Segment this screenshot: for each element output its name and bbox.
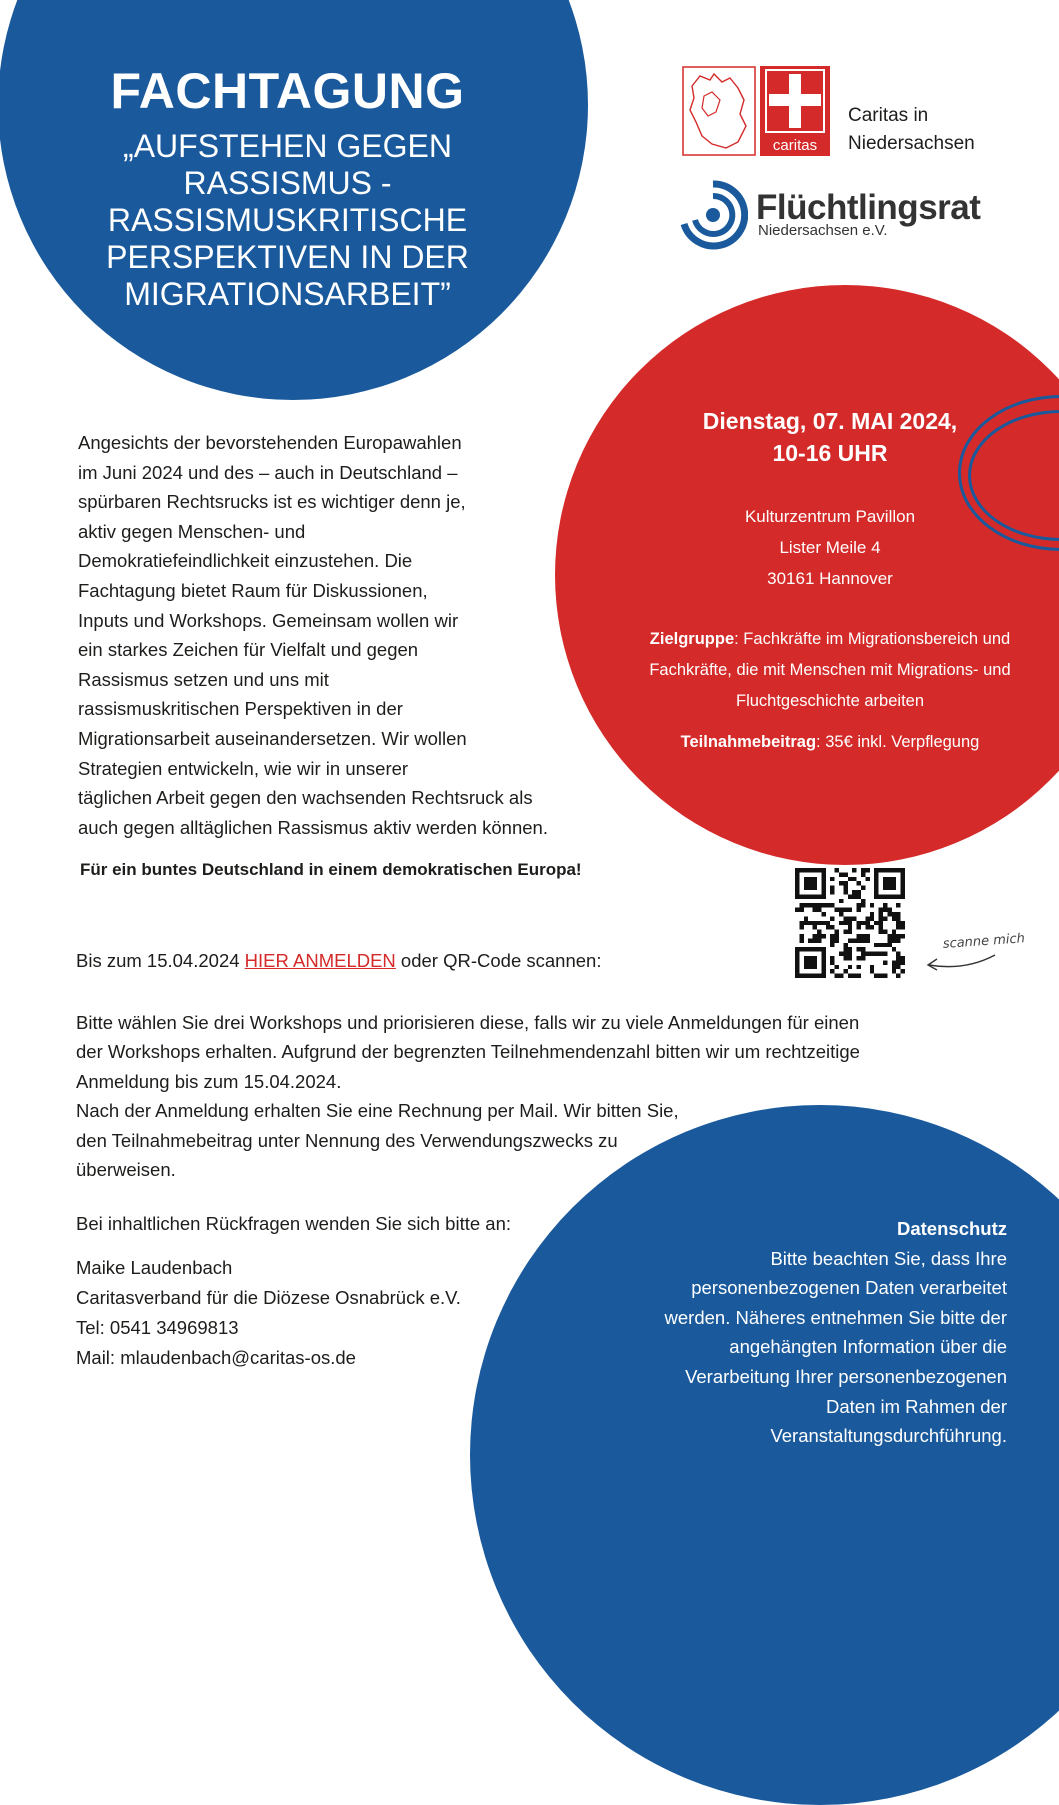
register-suffix: oder QR-Code scannen: (395, 950, 602, 971)
caritas-map-icon (682, 66, 756, 156)
register-prefix: Bis zum 15.04.2024 (76, 950, 245, 971)
contact-intro: Bei inhaltlichen Rückfragen wenden Sie sich bitte an: (76, 1213, 512, 1234)
fee-label: Teilnahmebeitrag (680, 733, 817, 751)
registration-line (76, 950, 601, 972)
fee-text: : 35€ inkl. Verpflegung (816, 733, 980, 751)
event-fee (630, 727, 1030, 758)
title-block (70, 62, 505, 313)
workshops-text: Bitte wählen Sie drei Workshops und priorisieren diese, falls wir zu viele Anmeldungen für einen der Workshops erhalten. Aufgrund der begrenzten Teilnehmendenzahl bitten wir um rechtzeitige Anmeldung bis zum 15.04.2024. Nach der Anmeldung erhalten Sie eine Rechnung per Mail. Wir bitten Sie, den Teilnahmebeitrag unter Nennung des Verwendungszwecks zu überweisen. (76, 1012, 860, 1181)
caritas-org-name: Caritas in Niedersachsen (848, 105, 975, 154)
event-venue: Kulturzentrum Pavillon Lister Meile 4 30161 Hannover (744, 507, 916, 588)
arrow-icon (928, 955, 995, 970)
scan-note-text: scanne mich (942, 931, 1026, 952)
decor-blue-circle-bottom (470, 1105, 1059, 1805)
caritas-wordmark: caritas (772, 137, 818, 154)
target-text: : Fachkräfte im Migrationsbereich und Fachkräfte, die mit Menschen mit Migrations- und Fluchtgeschichte arbeiten (649, 630, 1011, 710)
event-info (630, 405, 1030, 758)
privacy-body: Bitte beachten Sie, dass Ihre personenbezogenen Daten verarbeitet werden. Näheres entnehmen Sie bitte der angehängten Information über die Verarbeitung Ihrer personenbezogenen Daten im Rahmen der Veranstaltungsdurchführung. (664, 1247, 1007, 1447)
fluechtlingsrat-logo-icon (678, 180, 748, 250)
event-date: Dienstag, 07. MAI 2024, 10-16 UHR (702, 408, 958, 466)
contact-details: Maike Laudenbach Caritasverband für die Diözese Osnabrück e.V. Tel: 0541 34969813 Mail: mlaudenbach@caritas-os.de (76, 1257, 461, 1368)
scan-note (925, 925, 1040, 975)
register-link[interactable]: HIER ANMELDEN (244, 950, 396, 971)
fluechtlingsrat-sub: Niedersachsen e.V. (758, 222, 888, 239)
intro-text: Angesichts der bevorstehenden Europawahlen im Juni 2024 und des – auch in Deutschland – spürbaren Rechtsrucks ist es wichtiger denn je, aktiv gegen Menschen- und Demokratiefeindlichkeit einzustehen. Die Fachtagung bietet Raum für Diskussionen, Inputs und Workshops. Gemeinsam wollen wir ein starkes Zeichen für Vielfalt und gegen Rassismus setzen und uns mit rassismuskritischen Perspektiven in der Migrationsarbeit auseinandersetzen. Wir wollen Strategien entwickeln, wie wir in unserer täglichen Arbeit gegen den wachsenden Rechtsruck als auch gegen alltäglichen Rassismus aktiv werden können. (78, 432, 548, 838)
page-title: FACHTAGUNG (110, 63, 465, 119)
qr-code-icon[interactable] (795, 868, 905, 978)
fluechtlingsrat-name: Flüchtlingsrat (756, 188, 981, 227)
event-target-group (630, 624, 1030, 717)
caritas-cross-icon (760, 66, 830, 156)
logos (672, 62, 1002, 262)
privacy-title: Datenschutz (897, 1218, 1007, 1239)
privacy-notice (600, 1214, 1007, 1451)
page-subtitle: „AUFSTEHEN GEGEN RASSISMUS - RASSISMUSKRITISCHE PERSPEKTIVEN IN DER MIGRATIONSARBEIT” (106, 128, 469, 312)
target-label: Zielgruppe (649, 630, 735, 648)
slogan: Für ein buntes Deutschland in einem demokratischen Europa! (80, 860, 582, 879)
